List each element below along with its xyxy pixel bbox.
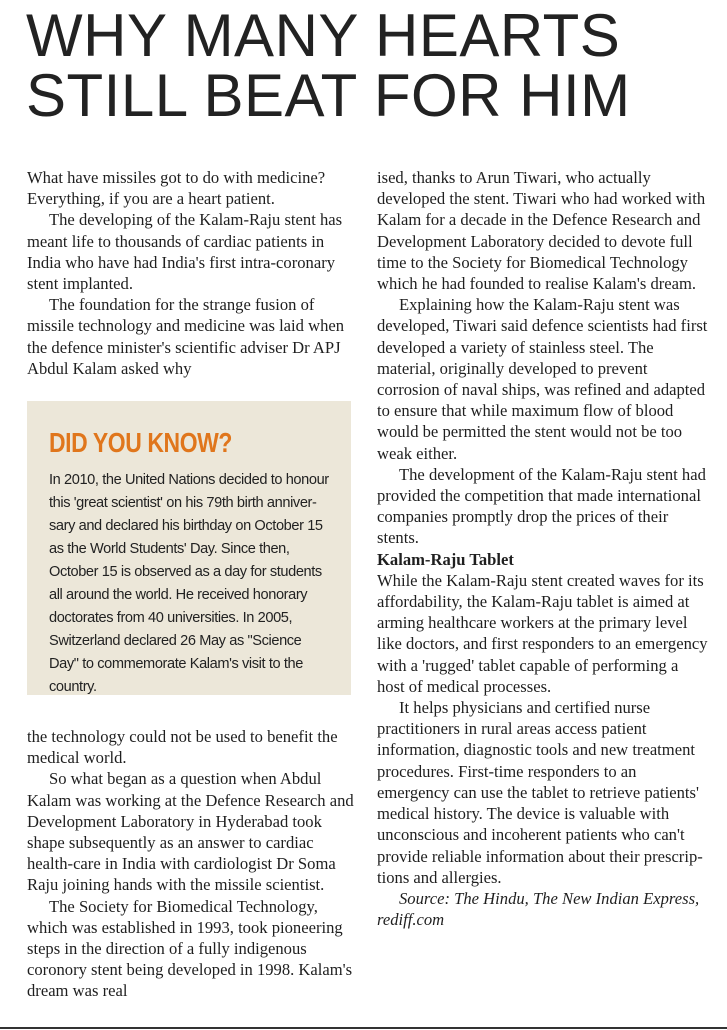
- bottom-rule: [0, 1027, 727, 1029]
- headline-line-2: STILL BEAT FOR HIM: [26, 62, 631, 129]
- paragraph: What have missiles got to do with medicine? Everything, if you are a heart patient.: [27, 168, 326, 209]
- paragraph: ised, thanks to Arun Tiwari, who actually developed the stent. Tiwari who had worked with Kalam for a decade in the Defence Research and Development Laboratory decided to devote full time to the Society for Biomedical Technology which he had founded to realise Kalam's dream.: [377, 168, 706, 294]
- paragraph: The developing of the Kalam-Raju stent has meant life to thousands of cardiac patients in India who have had India's first intra-coronary stent implanted.: [27, 210, 343, 294]
- paragraph: So what began as a question when Abdul Kalam was working at the Defence Research and Development Laboratory in Hyderabad took shape subsequently as an answer to cardiac health-care in India with cardiologist Dr Soma Raju joining hands with the missile scientist.: [27, 769, 354, 895]
- source-credit: Source: The Hindu, The New Indian Express, rediff.com: [377, 888, 700, 930]
- did-you-know-box: [27, 401, 351, 695]
- left-column-bottom: [27, 726, 357, 1002]
- paragraph: It helps physicians and certified nurse practitioners in rural areas access patient information, diagnostic tools and new treatment procedures. First-time responders to an emergency can use the tablet to retrieve patients' medical history. The device is valuable with unconscious and incoherent patients who can't provide reliable information about their prescriptions and allergies.: [377, 698, 703, 887]
- headline-line-1: WHY MANY HEARTS: [26, 2, 621, 69]
- sidebar-body: In 2010, the United Nations decided to honour this 'great scientist' on his 79th birth anniversary and declared his birthday on October 15 as the World Students' Day. Since then, October 15 is observed as a day for students all around the world. He received honorary doctorates from 40 universities. In 2005, Switzerland declared 26 May as "Science Day" to commemorate Kalam's visit to the country.: [49, 472, 329, 695]
- headline: [26, 2, 716, 129]
- sidebar-title: DID YOU KNOW?: [49, 427, 233, 458]
- paragraph: the technology could not be used to benefit the medical world.: [27, 727, 338, 768]
- section-subheading: Kalam-Raju Tablet: [377, 549, 514, 569]
- paragraph: While the Kalam-Raju stent created waves for its affordability, the Kalam-Raju tablet is aimed at arming healthcare workers at the primary level like doctors, and first responders to an emergency with a 'rugged' tablet capable of performing a host of medical processes.: [377, 570, 708, 696]
- paragraph: The foundation for the strange fusion of missile technology and medicine was laid when the defence minister's scientific adviser Dr APJ Abdul Kalam asked why: [27, 295, 345, 378]
- left-column-top: [27, 167, 357, 379]
- right-column: [377, 167, 709, 930]
- paragraph: The Society for Biomedical Technology, which was established in 1993, took pioneering steps in the direction of a fully indigenous coronory stent being developed in 1998. Kalam's dream was real: [27, 896, 353, 1001]
- paragraph: The development of the Kalam-Raju stent had provided the competition that made international companies promptly drop the prices of their stents.: [377, 464, 706, 548]
- paragraph: Explaining how the Kalam-Raju stent was developed, Tiwari said defence scientists had first developed a variety of stainless steel. The material, originally developed to prevent corrosion of naval ships, was refined and adapted to ensure that while maximum flow of blood would be permitted the stent would not be too weak either.: [377, 295, 708, 463]
